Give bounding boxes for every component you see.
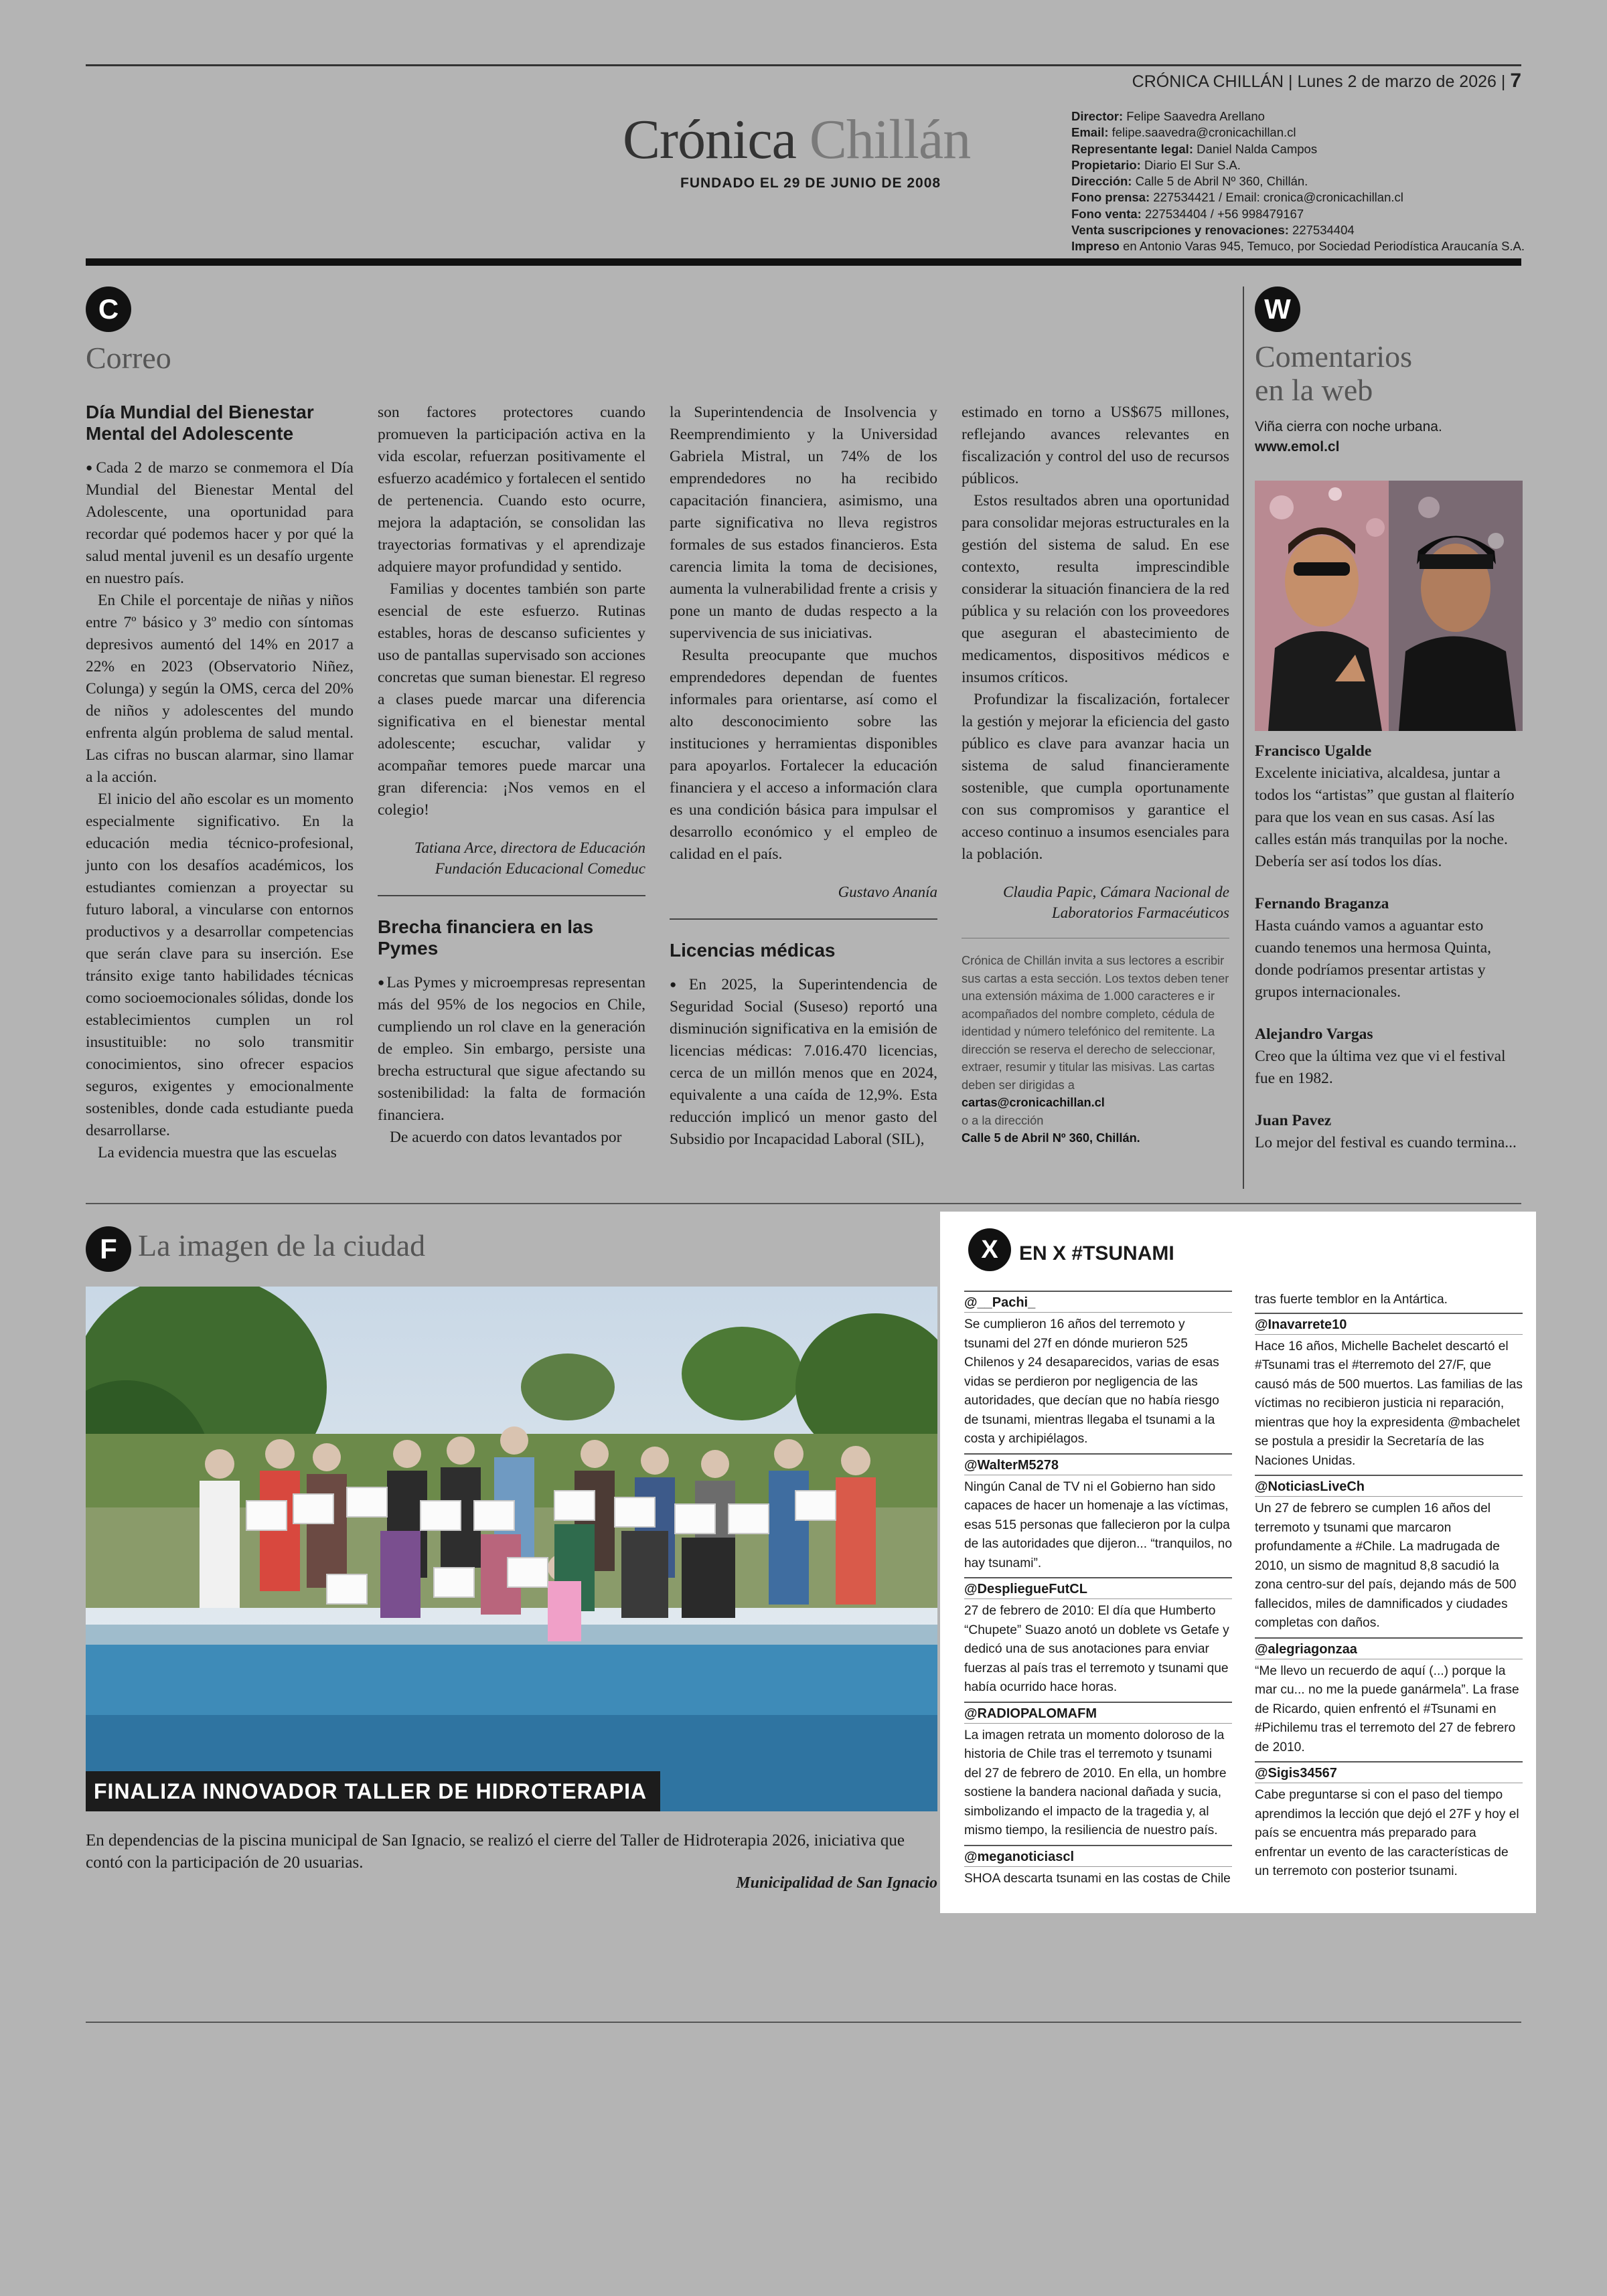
comment-author: Fernando Braganza bbox=[1255, 895, 1389, 912]
column-divider bbox=[366, 402, 367, 1185]
tweet-handle[interactable]: @WalterM5278 bbox=[964, 1456, 1232, 1475]
top-rule bbox=[86, 64, 1521, 66]
credit-line: Fono prensa: 227534421 / Email: cronica@cronicachillan.cl bbox=[1071, 190, 1403, 205]
letter-divider bbox=[670, 918, 937, 920]
tweet bbox=[964, 1702, 1232, 1841]
tweet bbox=[1255, 1313, 1523, 1471]
web-title-line1: Comentarios bbox=[1255, 339, 1413, 374]
tweet-text: Ningún Canal de TV ni el Gobierno han sido capaces de hacer un homenaje a las víctimas, esas 515 personas que fallecieron por la culpa de las autoridades que dijeron... “tranquilos, no hay tsunami”. bbox=[964, 1479, 1232, 1570]
web-photo bbox=[1255, 481, 1523, 731]
x-column-1 bbox=[964, 1291, 1232, 1892]
column-3 bbox=[670, 402, 937, 1151]
tweet-handle[interactable]: @Inavarrete10 bbox=[1255, 1315, 1523, 1335]
letter1-paragraph: Familias y docentes también son parte esencial de este esfuerzo. Rutinas estables, horas de descanso suficientes y uso de pantallas supervisado son acciones concretas que suman bienestar. El regreso a clases puede marcar una diferencia significativa en el bienestar mental adolescente; escuchar, validar y acompañar temores puede marcar una gran diferencia: ¡Nos vemos en el colegio! bbox=[378, 580, 645, 819]
letter3-title: Licencias médicas bbox=[670, 940, 836, 961]
correo-badge-icon: C bbox=[86, 286, 131, 332]
comment-text: Excelente iniciativa, alcaldesa, juntar a todos los “artistas” que gustan al flaiterío para que los vean en sus casas. Así las calles están más tranquilas por la noche. Debería ser así todos los días. bbox=[1255, 764, 1515, 870]
letter3-paragraph: estimado en torno a US$675 millones, reflejando avances relevantes en fiscalización y control del uso de recursos públicos. bbox=[962, 404, 1229, 487]
comment-text: Hasta cuándo vamos a aguantar esto cuando tenemos una hermosa Quinta, donde podríamos presentar artistas y grupos internacionales. bbox=[1255, 917, 1492, 1001]
letter1-paragraph: ● Cada 2 de marzo se conmemora el Día Mundial del Bienestar Mental del Adolescente, una oportunidad para recordar qué podemos hacer y por qué la salud mental juvenil es un desafío urgente en nuestro país. bbox=[86, 457, 354, 590]
credit-line: Propietario: Diario El Sur S.A. bbox=[1071, 157, 1241, 172]
letter1-signature: Tatiana Arce, directora de Educación Fundación Educacional Comeduc bbox=[414, 839, 645, 877]
tweet bbox=[1255, 1637, 1523, 1758]
tweet-text: SHOA descarta tsunami en las costas de Chile bbox=[964, 1871, 1231, 1886]
letter2-paragraph: la Superintendencia de Insolvencia y Reemprendimiento y la Universidad Gabriela Mistral, un 74% de los emprendedores no ha recibido capacitación financiera, asimismo, una parte significativa no lleva registros formales de sus estados financieros. Esta carencia limita la toma de decisiones, aumenta la vulnerabilidad frente a crisis y pone un manto de dudas respecto a la supervivencia de sus iniciativas. bbox=[670, 404, 937, 642]
comment-text: Creo que la última vez que vi el festival fue en 1982. bbox=[1255, 1048, 1506, 1087]
letter3-paragraph: ● En 2025, la Superintendencia de Seguridad Social (Suseso) reportó una disminución significativa en la emisión de licencias médicas: 7.016.470 licencias, cerca de un millón menos que en 2024, equivalente a una caída de 12,9%. Esta reducción implicó un menor gasto del Subsidio por Incapacidad Laboral (SIL), bbox=[670, 973, 937, 1151]
notice-email: cartas@cronicachillan.cl bbox=[962, 1096, 1105, 1109]
web-badge-icon: W bbox=[1255, 286, 1300, 332]
section-rule bbox=[86, 1203, 1521, 1204]
credit-line: Venta suscripciones y renovaciones: 227534404 bbox=[1071, 223, 1355, 238]
masthead-word2: Chillán bbox=[809, 108, 971, 171]
tweet bbox=[1255, 1761, 1523, 1882]
web-topic: Viña cierra con noche urbana. bbox=[1255, 419, 1442, 434]
x-column-2 bbox=[1255, 1291, 1523, 1886]
web-source: www.emol.cl bbox=[1255, 439, 1340, 455]
artists-photo-icon bbox=[1255, 481, 1523, 731]
comment-text: Lo mejor del festival es cuando termina... bbox=[1255, 1134, 1517, 1151]
tweet-handle[interactable]: @DespliegueFutCL bbox=[964, 1580, 1232, 1599]
group-photo-icon bbox=[86, 1287, 937, 1811]
masthead bbox=[623, 107, 970, 172]
tweet-text: La imagen retrata un momento doloroso de la historia de Chile tras el terremoto y tsunami del 27 de febrero de 2010. En ella, un hombre sostiene la bandera nacional dañada y sucia, simbolizando el impacto de la tragedia y, al mismo tiempo, la resiliencia de nuestro país. bbox=[964, 1728, 1227, 1837]
running-head bbox=[1132, 70, 1521, 92]
tweet bbox=[964, 1291, 1232, 1449]
tweet-text: Un 27 de febrero se cumplen 16 años del terremoto y tsunami que marcaron profundamente a #Chile. La madrugada de 2010, un sismo de magnitud 8,8 sacudió la zona centro-sur del país, dejando más de 500 fallecidos, miles de damnificados y ciudades completas con daños. bbox=[1255, 1501, 1517, 1630]
letter2-signature: Gustavo Ananía bbox=[838, 884, 937, 900]
correo-title: Correo bbox=[86, 341, 171, 375]
credit-line: Fono venta: 227534404 / +56 998479167 bbox=[1071, 206, 1304, 221]
letter3-paragraph: Estos resultados abren una oportunidad para consolidar mejoras estructurales en la gestión del sistema de salud. En ese contexto, resulta imprescindible considerar la situación financiera de la red pública y su relación con los proveedores que aseguran el abastecimiento de medicamentos, dispositivos médicos e insumos críticos. bbox=[962, 492, 1229, 686]
letter1-title: Día Mundial del Bienestar Mental del Adolescente bbox=[86, 402, 314, 444]
founded-line: FUNDADO EL 29 DE JUNIO DE 2008 bbox=[680, 175, 941, 191]
credit-line: Dirección: Calle 5 de Abril Nº 360, Chillán. bbox=[1071, 174, 1308, 189]
bottom-rule bbox=[86, 2022, 1521, 2023]
comment-author: Francisco Ugalde bbox=[1255, 742, 1372, 760]
comment-author: Juan Pavez bbox=[1255, 1112, 1332, 1129]
tweet-handle[interactable]: @alegriagonzaa bbox=[1255, 1640, 1523, 1659]
web-comments bbox=[1255, 740, 1523, 1154]
letter2-paragraph: De acuerdo con datos levantados por bbox=[390, 1129, 622, 1146]
notice-text: Crónica de Chillán invita a sus lectores a escribir sus cartas a esta sección. Los textos deben tener una extensión máxima de 1.000 caracteres e ir acompañados del nombre completo, cédula de identidad y número telefónico del remitente. La dirección se reserva el derecho de seleccionar, extraer, resumir y titular las misivas. Las cartas deben ser dirigidas a bbox=[962, 954, 1229, 1092]
letter2-title: Brecha financiera en las Pymes bbox=[378, 916, 594, 959]
tweet-handle[interactable]: @__Pachi_ bbox=[964, 1293, 1232, 1313]
letter1-paragraph: En Chile el porcentaje de niñas y niños entre 7º básico y 3º medio con síntomas depresivos aumentó del 14% en 2017 a 22% en 2023 (Observatorio Niñez, Colunga) y según la OMS, cerca del 20% de niños y adolescentes del mundo enfrenta algún problema de salud mental. Las cifras no buscan alarmar, sino llamar a la acción. bbox=[86, 592, 354, 786]
notice-or: o a la dirección bbox=[962, 1113, 1044, 1127]
letter1-paragraph: La evidencia muestra que las escuelas bbox=[98, 1144, 337, 1161]
city-image-title: La imagen de la ciudad bbox=[138, 1228, 426, 1262]
masthead-word1: Crónica bbox=[623, 108, 796, 171]
notice-address: Calle 5 de Abril Nº 360, Chillán. bbox=[962, 1131, 1140, 1145]
running-head-text: CRÓNICA CHILLÁN | Lunes 2 de marzo de 2026 | bbox=[1132, 72, 1506, 91]
credits-box bbox=[1071, 108, 1525, 255]
letters-notice bbox=[962, 952, 1229, 1147]
photo-credit: Municipalidad de San Ignacio bbox=[736, 1874, 937, 1892]
page-number: 7 bbox=[1510, 70, 1521, 92]
letter3-signature: Claudia Papic, Cámara Nacional de Laboratorios Farmacéuticos bbox=[1003, 884, 1229, 921]
city-image-badge-icon: F bbox=[86, 1226, 131, 1272]
tweet-handle[interactable]: @Sigis34567 bbox=[1255, 1764, 1523, 1783]
tweet-handle[interactable]: @meganoticiascl bbox=[964, 1848, 1232, 1867]
letter3-paragraph: Profundizar la fiscalización, fortalecer la gestión y mejorar la eficiencia del gasto público es clave para avanzar hacia un sistema de salud financieramente sostenible, que cumpla oportunamente con sus compromisos y garantice el acceso continuo a insumos esenciales para la población. bbox=[962, 691, 1229, 863]
tweet-continuation: tras fuerte temblor en la Antártica. bbox=[1255, 1293, 1448, 1307]
header-thick-rule bbox=[86, 258, 1521, 266]
letter2-paragraph: ● Las Pymes y microempresas representan más del 95% de los negocios en Chile, cumpliendo un rol clave en la generación de empleo. Sin embargo, persiste una brecha estructural que sigue afectando su sostenibilidad: la falta de formación financiera. bbox=[378, 971, 645, 1127]
letter1-paragraph: son factores protectores cuando promueven la participación activa en la vida escolar, refuerzan positivamente el esfuerzo académico y fortalecen el sentido de pertenencia. Cuando esto ocurre, mejora la adaptación, se consolidan las trayectorias formativas y el aprendizaje adquiere mayor profundidad y sentido. bbox=[378, 404, 645, 576]
city-photo bbox=[86, 1287, 937, 1811]
column-1 bbox=[86, 402, 354, 1164]
tweet bbox=[964, 1845, 1232, 1889]
column-4 bbox=[962, 402, 1229, 1147]
web-column-divider bbox=[1243, 286, 1244, 1189]
credit-line: Email: felipe.saavedra@cronicachillan.cl bbox=[1071, 125, 1296, 140]
tweet-text: “Me llevo un recuerdo de aquí (...) porque la mar cu... no me la puede ganármela”. La frase de Ricardo, quien enfrentó el #Tsunami en #Pichilemu tras el terremoto del 27 de febrero de 2010. bbox=[1255, 1663, 1519, 1754]
credit-line: Impreso en Antonio Varas 945, Temuco, por Sociedad Periodística Araucanía S.A. bbox=[1071, 239, 1525, 254]
tweet bbox=[964, 1577, 1232, 1698]
tweet-text: Se cumplieron 16 años del terremoto y tsunami del 27f en dónde murieron 525 Chilenos y 24 desaparecidos, varias de esas vidas se perdieron por negligencia de las autoridades, que decían que no había riesgo de tsunami, mientras llegaba el tsunami a la costa y archipiélagos. bbox=[964, 1317, 1219, 1446]
web-title bbox=[1255, 340, 1412, 407]
credit-line: Director: Felipe Saavedra Arellano bbox=[1071, 109, 1265, 123]
tweet bbox=[1255, 1475, 1523, 1633]
letter1-paragraph: El inicio del año escolar es un momento especialmente significativo. En la educación media técnico-profesional, junto con los desafíos académicos, los estudiantes comienzan a proyectar su futuro laboral, a vincularse con entornos productivos y a desarrollar competencias que serán clave para su inserción. Ese tránsito exige tanto habilidades técnicas como socioemocionales sólidas, donde los establecimientos cumplen un rol insustituible: no solo transmitir conocimientos, sino ofrecer espacios seguros, exigentes y emocionalmente sostenibles, donde cada estudiante pueda desarrollarse. bbox=[86, 791, 354, 1139]
column-2 bbox=[378, 402, 645, 1149]
x-badge-icon: X bbox=[968, 1228, 1011, 1271]
comment-author: Alejandro Vargas bbox=[1255, 1026, 1373, 1043]
tweet-text: Hace 16 años, Michelle Bachelet descartó el #Tsunami tras el #terremoto del 27/F, que causó más de 500 muertos. Las familias de las víctimas no recibieron justicia ni reparación, mientras que hoy la expresidenta @mbachelet se postula a presidir la Secretaría de las Naciones Unidas. bbox=[1255, 1339, 1523, 1468]
credit-line: Representante legal: Daniel Nalda Campos bbox=[1071, 141, 1318, 156]
tweet-text: 27 de febrero de 2010: El día que Humberto “Chupete” Suazo anotó un doblete vs Getafe y dedicó una de sus anotaciones para enviar fuerzas al país tras el terremoto y tsunami que había ocurrido hace horas. bbox=[964, 1604, 1229, 1694]
tweet-handle[interactable]: @RADIOPALOMAFM bbox=[964, 1704, 1232, 1724]
letter-divider bbox=[378, 895, 645, 896]
tweet-handle[interactable]: @NoticiasLiveCh bbox=[1255, 1477, 1523, 1497]
web-title-line2: en la web bbox=[1255, 373, 1373, 407]
photo-description: En dependencias de la piscina municipal de San Ignacio, se realizó el cierre del Taller de Hidroterapia 2026, iniciativa que contó con la participación de 20 usuarias. bbox=[86, 1831, 905, 1872]
letter2-paragraph: Resulta preocupante que muchos emprendedores dependan de fuentes informales para orientarse, así como el alto desconocimiento sobre las instituciones y herramientas disponibles para apoyarlos. Fortalecer la educación financiera y el acceso a información clara es una condición básica para impulsar el desarrollo económico y el empleo de calidad en el país. bbox=[670, 647, 937, 863]
x-panel-title: EN X #TSUNAMI bbox=[1019, 1242, 1174, 1264]
tweet bbox=[964, 1453, 1232, 1574]
photo-headline: FINALIZA INNOVADOR TALLER DE HIDROTERAPIA bbox=[86, 1771, 660, 1811]
tweet-text: Cabe preguntarse si con el paso del tiempo aprendimos la lección que dejó el 27F y hoy el país se encuentra más preparado para enfrentar un evento de las características de un terremoto con posterior tsunami. bbox=[1255, 1788, 1519, 1878]
